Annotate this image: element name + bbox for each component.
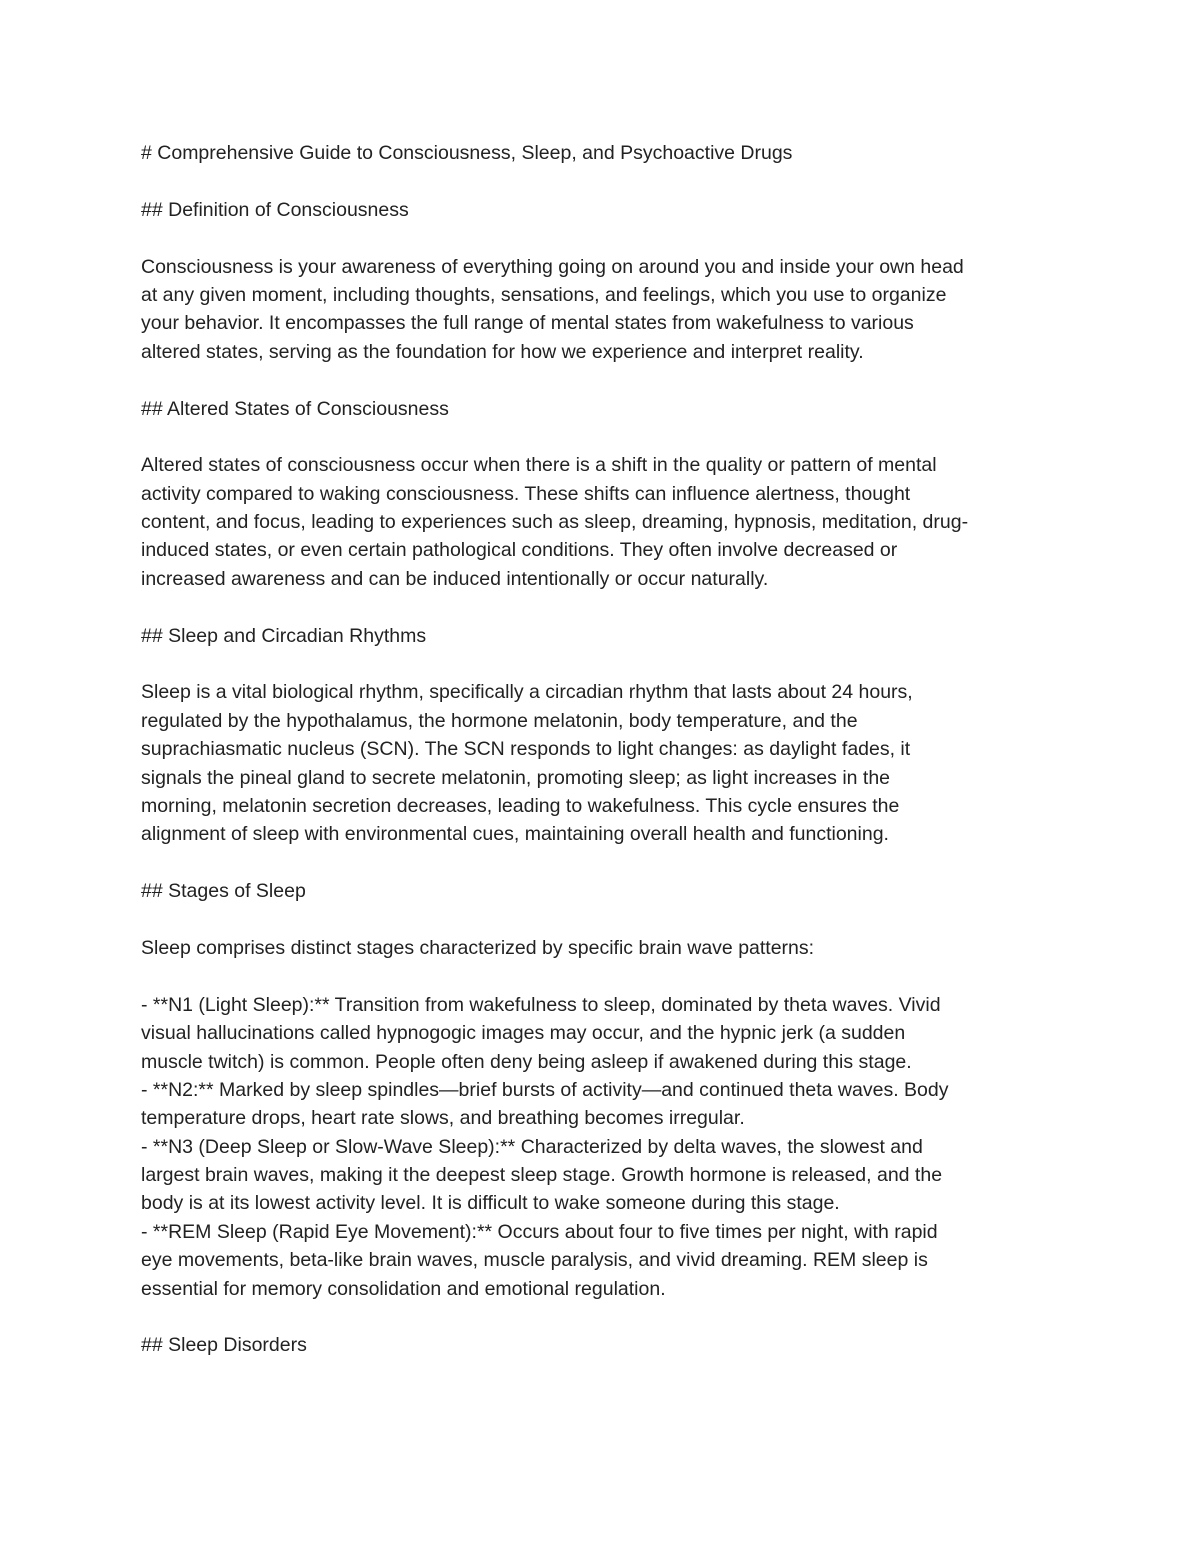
list-item-line: essential for memory consolidation and emotional regulation. [141, 1277, 666, 1300]
list-item-line: visual hallucinations called hypnogogic images may occur, and the hypnic jerk (a sudden [141, 1022, 906, 1045]
spacer [141, 167, 1061, 195]
document-title: # Comprehensive Guide to Consciousness, Sleep, and Psychoactive Drugs [141, 142, 793, 164]
paragraph-line: suprachiasmatic nucleus (SCN). The SCN responds to light changes: as daylight fades, it [141, 738, 911, 761]
spacer [141, 423, 1061, 451]
spacer [141, 366, 1061, 394]
paragraph-line: Sleep is a vital biological rhythm, specifically a circadian rhythm that lasts about 24 hours, [141, 681, 913, 704]
list-item-line: temperature drops, heart rate slows, and breathing becomes irregular. [141, 1107, 745, 1130]
spacer [141, 224, 1061, 252]
list-item-line: muscle twitch) is common. People often deny being asleep if awakened during this stage. [141, 1050, 912, 1073]
paragraph-line: Consciousness is your awareness of everything going on around you and inside your own head [141, 255, 964, 278]
spacer [141, 650, 1061, 678]
paragraph-altered-states [141, 451, 1061, 593]
list-item-line: - **N3 (Deep Sleep or Slow-Wave Sleep):** Characterized by delta waves, the slowest and [141, 1135, 923, 1158]
paragraph-line: signals the pineal gland to secrete melatonin, promoting sleep; as light increases in the [141, 766, 891, 789]
paragraph-line: increased awareness and can be induced intentionally or occur naturally. [141, 567, 769, 590]
paragraph-line: your behavior. It encompasses the full range of mental states from wakefulness to various [141, 312, 914, 335]
list-item-line: eye movements, beta-like brain waves, muscle paralysis, and vivid dreaming. REM sleep is [141, 1249, 928, 1272]
list-item-line: - **N1 (Light Sleep):** Transition from wakefulness to sleep, dominated by theta waves. Vivid [141, 993, 941, 1016]
paragraph-line: altered states, serving as the foundation for how we experience and interpret reality. [141, 340, 864, 363]
paragraph-line: morning, melatonin secretion decreases, leading to wakefulness. This cycle ensures the [141, 794, 900, 817]
list-item-line: - **REM Sleep (Rapid Eye Movement):** Occurs about four to five times per night, with rapid [141, 1220, 938, 1243]
list-item-line: body is at its lowest activity level. It is difficult to wake someone during this stage. [141, 1192, 840, 1215]
paragraph-line: activity compared to waking consciousness. These shifts can influence alertness, thought [141, 482, 911, 505]
paragraph-line: at any given moment, including thoughts, sensations, and feelings, which you use to organize [141, 283, 947, 306]
paragraph-line: alignment of sleep with environmental cues, maintaining overall health and functioning. [141, 823, 889, 846]
section-heading-altered-states: ## Altered States of Consciousness [141, 397, 449, 420]
paragraph-line: regulated by the hypothalamus, the hormone melatonin, body temperature, and the [141, 709, 858, 732]
spacer [141, 849, 1061, 877]
section-heading-definition: ## Definition of Consciousness [141, 198, 409, 221]
paragraph-definition [141, 253, 1061, 367]
spacer [141, 1303, 1061, 1331]
paragraph-line: induced states, or even certain pathological conditions. They often involve decreased or [141, 539, 898, 562]
section-heading-stages: ## Stages of Sleep [141, 880, 306, 903]
paragraph-line: Altered states of consciousness occur when there is a shift in the quality or pattern of mental [141, 454, 937, 477]
section-heading-sleep-disorders: ## Sleep Disorders [141, 1334, 307, 1357]
list-item-line: largest brain waves, making it the deepest sleep stage. Growth hormone is released, and the [141, 1164, 943, 1187]
spacer [141, 962, 1061, 990]
section-heading-circadian: ## Sleep and Circadian Rhythms [141, 624, 427, 647]
paragraph-line: content, and focus, leading to experiences such as sleep, dreaming, hypnosis, meditation, drug- [141, 511, 969, 534]
spacer [141, 906, 1061, 934]
spacer [141, 593, 1061, 621]
stages-list [141, 991, 1061, 1303]
stages-intro: Sleep comprises distinct stages characterized by specific brain wave patterns: [141, 936, 815, 959]
document-page [141, 139, 1061, 1360]
list-item-line: - **N2:** Marked by sleep spindles—brief bursts of activity—and continued theta waves. Body [141, 1078, 949, 1101]
paragraph-circadian [141, 678, 1061, 848]
